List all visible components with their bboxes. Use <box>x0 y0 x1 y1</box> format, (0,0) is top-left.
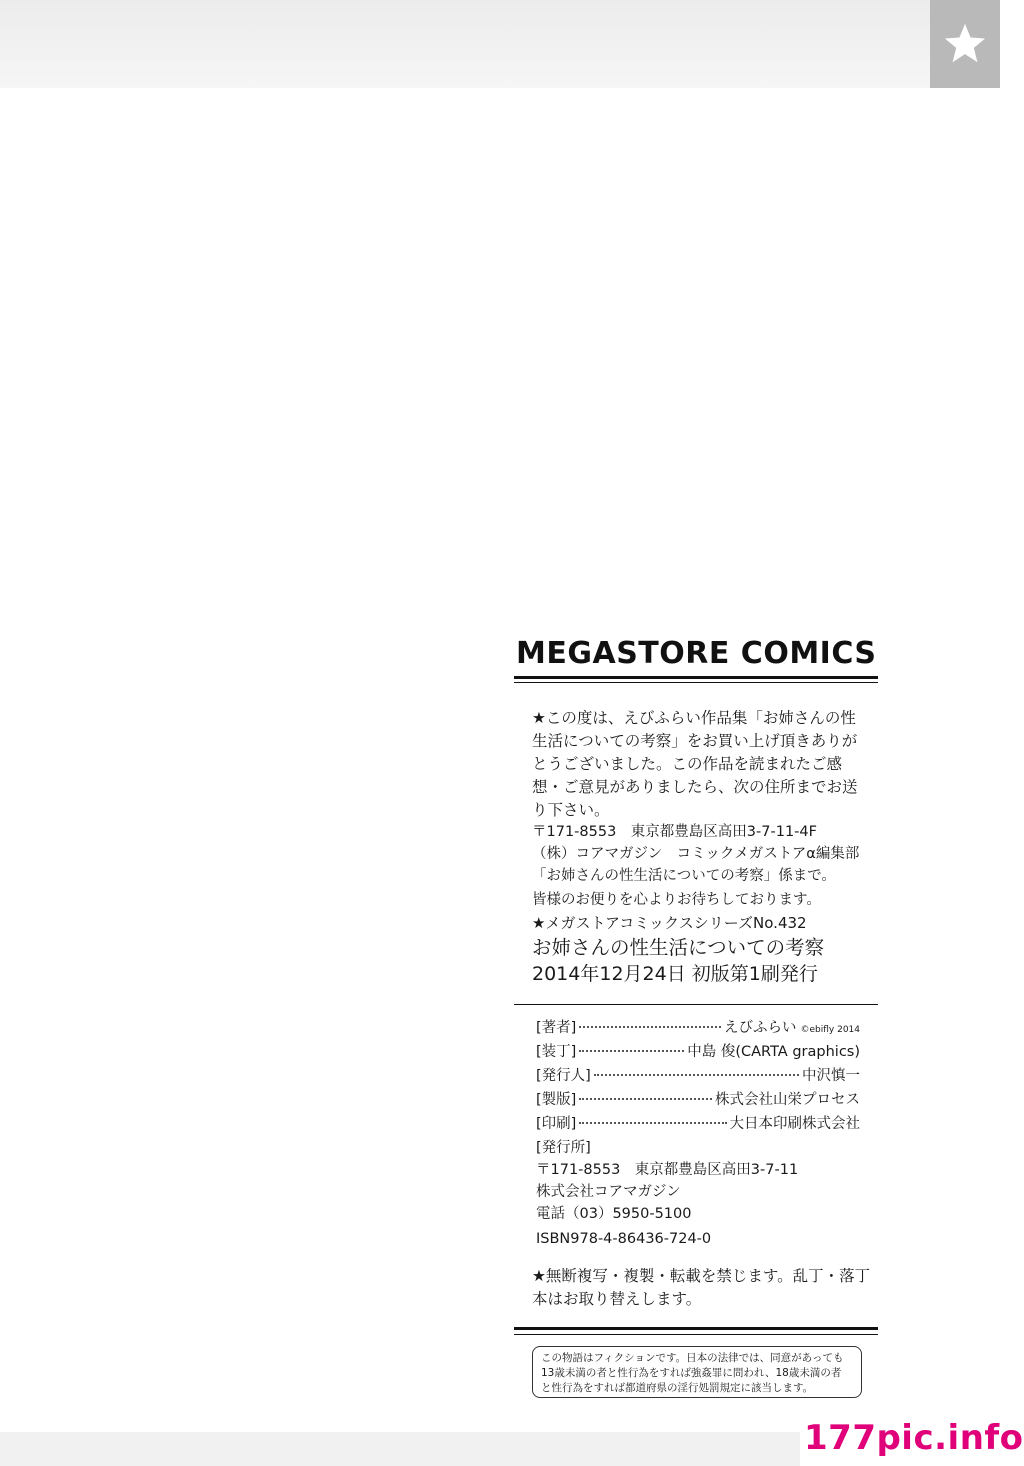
star-icon <box>942 21 988 67</box>
book-title: お姉さんの性生活についての考察 <box>532 936 825 959</box>
thanks-message <box>532 707 872 822</box>
leader-dots <box>579 1026 721 1028</box>
thanks-line: 生活についての考察」をお買い上げ頂きありが <box>532 732 858 750</box>
publication-date: 2014年12月24日 初版第1刷発行 <box>532 963 818 985</box>
book-info <box>532 912 872 987</box>
publisher-label: [発行所] <box>536 1140 591 1156</box>
bottom-margin-band <box>0 1432 800 1466</box>
credit-author <box>536 1016 860 1040</box>
top-margin-band <box>0 0 930 88</box>
header-rule-thin <box>514 682 878 683</box>
credit-value: 株式会社山栄プロセス <box>715 1092 860 1108</box>
credit-value: 中沢慎一 <box>802 1068 860 1084</box>
mail-address <box>532 821 872 911</box>
address-line: 〒171-8553 東京都豊島区高田3-7-11-4F <box>532 824 817 840</box>
address-closing: 皆様のお便りを心よりお待ちしております。 <box>532 892 821 908</box>
footer-rule <box>514 1327 878 1330</box>
credit-label: [印刷] <box>536 1116 577 1132</box>
fiction-notice-line: 13歳未満の者と性行為をすれば強姦罪に問われ、18歳未満の者 <box>541 1367 842 1379</box>
credit-value: 中島 俊(CARTA graphics) <box>687 1044 860 1060</box>
fiction-notice-line: この物語はフィクションです。日本の法律では、同意があっても <box>541 1352 844 1364</box>
address-line: （株）コアマガジン コミックメガストアα編集部 <box>532 846 860 862</box>
credit-label: [製版] <box>536 1092 577 1108</box>
leader-dots <box>594 1074 799 1076</box>
credit-design <box>536 1040 860 1064</box>
credit-label: [装丁] <box>536 1044 577 1060</box>
publisher-block <box>536 1137 866 1225</box>
credit-publisher-person <box>536 1064 860 1088</box>
credit-value: えびふらい <box>723 1020 797 1036</box>
credit-plate <box>536 1088 860 1112</box>
footer-rule-thin <box>514 1334 878 1335</box>
copy-notice <box>532 1265 872 1311</box>
isbn: ISBN978-4-86436-724-0 <box>536 1231 712 1247</box>
credits-rule <box>514 1004 878 1005</box>
credit-label: [著者] <box>536 1020 577 1036</box>
thanks-line: ★この度は、えびふらい作品集「お姉さんの性 <box>532 709 856 727</box>
copyright-note: ©ebifly 2014 <box>800 1025 860 1035</box>
credit-printing <box>536 1112 860 1136</box>
leader-dots <box>579 1122 726 1124</box>
fiction-notice <box>532 1346 862 1398</box>
series-number: ★メガストアコミックスシリーズNo.432 <box>532 914 807 932</box>
credits-list <box>536 1016 860 1136</box>
copy-notice-line: ★無断複写・複製・転載を禁じます。乱丁・落丁 <box>532 1267 871 1285</box>
corner-tab <box>930 0 1000 88</box>
leader-dots <box>579 1098 712 1100</box>
brand-logo: MEGASTORE COMICS <box>516 636 877 671</box>
copy-notice-line: 本はお取り替えします。 <box>532 1290 702 1308</box>
site-watermark: 177pic.info <box>804 1418 1024 1458</box>
header-rule <box>514 676 878 679</box>
publisher-phone: 電話（03）5950-5100 <box>536 1206 692 1222</box>
publisher-address: 〒171-8553 東京都豊島区高田3-7-11 <box>536 1162 799 1178</box>
publisher-company: 株式会社コアマガジン <box>536 1184 681 1200</box>
thanks-line: り下さい。 <box>532 801 610 819</box>
credit-label: [発行人] <box>536 1068 591 1084</box>
thanks-line: とうございました。この作品を読まれたご感 <box>532 755 843 773</box>
leader-dots <box>579 1050 684 1052</box>
thanks-line: 想・ご意見がありましたら、次の住所までお送 <box>532 778 858 796</box>
credit-value: 大日本印刷株式会社 <box>729 1116 860 1132</box>
fiction-notice-line: と性行為をすれば都道府県の淫行処罰規定に該当します。 <box>541 1382 814 1394</box>
address-line: 「お姉さんの性生活についての考察」係まで。 <box>532 868 836 884</box>
